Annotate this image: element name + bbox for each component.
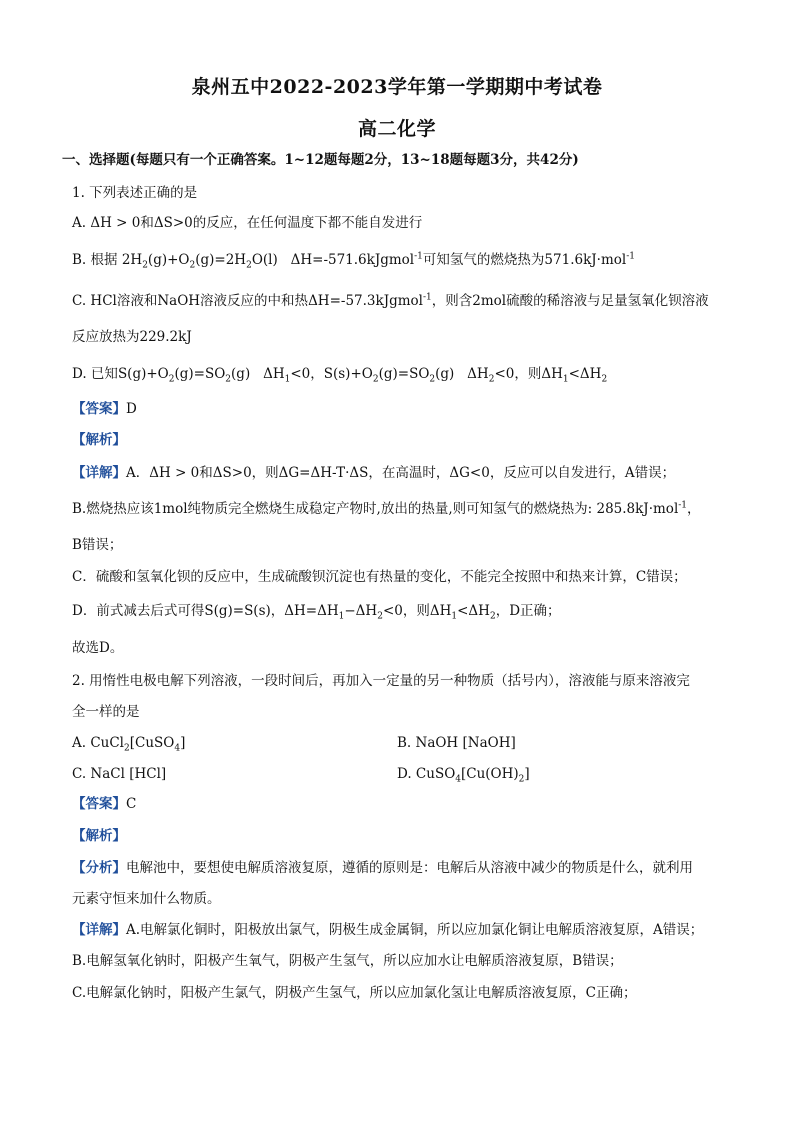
q2-option-d-text: D. CuSO: [397, 766, 456, 782]
q1-analysis-tag: 【解析】: [72, 432, 126, 448]
q2-stem-line2: 全一样的是: [72, 704, 140, 720]
q1-detail-tag: 【详解】: [72, 465, 126, 481]
q1-detail-a: [72, 463, 675, 483]
q1-option-d: [72, 364, 607, 384]
q1-detail-b2: B错误；: [72, 537, 123, 553]
q2-options-row1: [72, 733, 722, 753]
section-heading: 一、选择题(每题只有一个正确答案。1~12题每题2分，13~18题每题3分，共42分): [62, 152, 579, 168]
q2-fenxi-line1: [72, 858, 693, 878]
q1-option-c-heat: ΔH=-57.3kJgmol$^{-1}$: [308, 292, 432, 309]
q1-option-c-line1: [72, 291, 709, 311]
q1-detail-b-value: 285.8kJ·mol$^{-1}$，: [592, 500, 701, 517]
q1-option-b-value: 571.6kJ·mol$^{-1}$: [544, 251, 635, 268]
q1-option-b-equation: $2H_2(g)+O_2(g)=2H_2O(l)$ ΔH=-571.6kJgmol$^{-1}$: [121, 251, 423, 271]
exam-title: 泉州五中2022-2023学年第一学期期中考试卷: [191, 76, 603, 98]
q1-detail-d-equation: S(g)=S(s)，$\Delta H=\Delta H_1-\Delta H_2<0$，则$\Delta H_1<\Delta H_2$: [204, 603, 496, 622]
q1-option-b-suffix: 可知氢气的燃烧热为: [422, 252, 545, 268]
q2-answer-tag: 【答案】: [72, 796, 126, 812]
q1-option-d-prefix: D. 已知: [72, 366, 118, 382]
q2-analysis-tag: 【解析】: [72, 828, 126, 844]
q1-option-c-line2: 反应放热为229.2kJ: [72, 329, 192, 345]
q1-option-b: [72, 250, 635, 270]
q2-detail-c: C.电解氯化钠时，阳极产生氯气，阴极产生氢气，所以应加氯化氢让电解质溶液复原，C正确；: [72, 985, 637, 1001]
q1-option-b-prefix: B. 根据: [72, 252, 118, 268]
q2-option-d: D. $CuSO_4[Cu(OH)_2]$: [397, 766, 530, 785]
q2-detail-a: [72, 920, 703, 940]
q2-answer-value: C: [126, 796, 137, 812]
q1-option-c-prefix: C. HCl溶液和NaOH溶液反应的中和热: [72, 293, 309, 309]
q1-detail-b-text: B.燃烧热应该1mol纯物质完全燃烧生成稳定产物时,放出的热量,则可知氢气的燃烧热为:: [72, 501, 593, 517]
q1-stem: 1. 下列表述正确的是: [72, 185, 198, 201]
q2-detail-a-text: A.电解氯化铜时，阳极放出氯气，阴极生成金属铜，所以应加氯化铜让电解质溶液复原，A错误；: [126, 922, 704, 938]
q1-option-a: A. ΔH > 0和ΔS>0的反应，在任何温度下都不能自发进行: [72, 215, 423, 231]
q1-detail-a-text: A．ΔH > 0和ΔS>0，则ΔG=ΔH-T·ΔS，在高温时，ΔG<0，反应可以自发进行，A错误；: [126, 465, 676, 481]
q1-detail-d: [72, 601, 561, 621]
q1-detail-d-prefix: D．前式减去后式可得: [72, 603, 205, 619]
q2-fenxi-tag: 【分析】: [72, 860, 126, 876]
q2-fenxi-text: 电解池中，要想使电解质溶液复原，遵循的原则是：电解后从溶液中减少的物质是什么，就利用: [126, 860, 693, 876]
q2-option-b: B. NaOH [NaOH]: [397, 735, 516, 751]
q2-stem-line1: 2. 用惰性电极电解下列溶液，一段时间后，再加入一定量的另一种物质（括号内），溶液能与原来溶液完: [72, 673, 690, 689]
q1-option-d-equations: $S(g)+O_2(g)=SO_2(g)$ $\Delta H_1<0$，$S(s)+O_2(g)=SO_2(g)$ $\Delta H_2<0$，则$\Delta H_1<\Delta H_2$: [117, 366, 608, 385]
q2-option-a: A. CuCl$_2$[CuSO$_4$]: [72, 735, 186, 754]
q2-fenxi-line2: 元素守恒来加什么物质。: [72, 891, 221, 907]
exam-subtitle: 高二化学: [357, 118, 436, 140]
q1-detail-d-suffix: ，D正确；: [495, 603, 561, 619]
q2-option-a-text: A. CuCl: [72, 735, 125, 751]
q2-option-c: C. NaCl [HCl]: [72, 766, 167, 782]
q1-detail-c: C．硫酸和氢氧化钡的反应中，生成硫酸钡沉淀也有热量的变化，不能完全按照中和热来计算，C错误；: [72, 569, 687, 585]
q1-answer-tag: 【答案】: [72, 401, 126, 417]
q1-detail-b: [72, 499, 701, 519]
q2-answer: [72, 794, 136, 814]
q1-option-c-suffix: ，则含2mol硫酸的稀溶液与足量氢氧化钡溶液: [431, 293, 709, 309]
q1-answer: [72, 399, 137, 419]
q2-options-row2: [72, 764, 722, 784]
q2-detail-b: B.电解氢氧化钠时，阳极产生氧气，阴极产生氢气，所以应加水让电解质溶液复原，B错误；: [72, 953, 623, 969]
q1-answer-value: D: [126, 401, 137, 417]
q1-conclusion: 故选D。: [72, 640, 124, 656]
q2-detail-tag: 【详解】: [72, 922, 126, 938]
